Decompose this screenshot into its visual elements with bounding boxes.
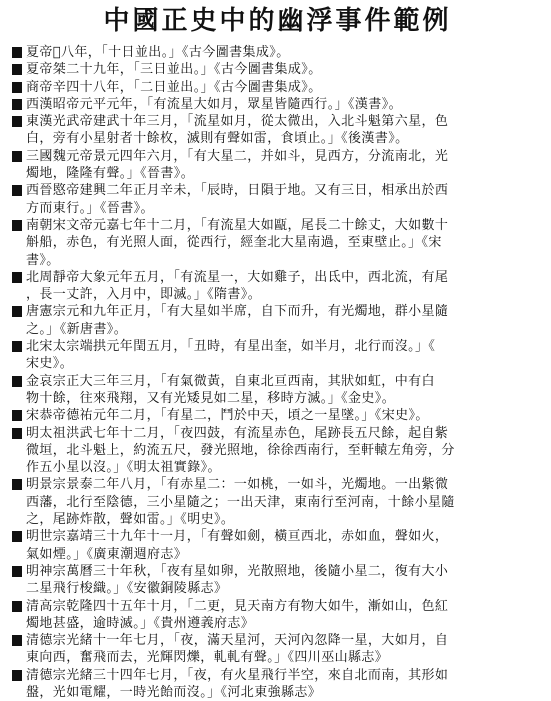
entry-text: [26, 563, 543, 598]
square-bullet-icon: [12, 220, 22, 231]
entry-text: [26, 217, 543, 269]
entry-text: [26, 598, 543, 633]
entry-text: [26, 407, 543, 424]
page-title: 中國正史中的幽浮事件範例: [103, 6, 452, 36]
list-item: [12, 373, 543, 408]
entry-text: [26, 61, 543, 78]
square-bullet-icon: [12, 341, 22, 352]
entry-line: 作五小星以沒。」《明太祖實錄》。: [26, 460, 221, 476]
list-item: [12, 598, 543, 633]
entry-line: 西漢昭帝元平元年，「有流星大如月，眾星皆隨西行。」《漢書》。: [26, 96, 403, 112]
entry-line: 物十餘，往來飛翔，又有光矮見如二星，移時方滅。」《金史》。: [26, 390, 396, 406]
entry-line: 西藩，北行至陰德，三小星隨之；一出天津，東南行至河南，十餘小星隨: [26, 494, 455, 510]
square-bullet-icon: [12, 306, 22, 317]
entry-line: 之，尾跡炸散，聲如雷。」《明史》。: [26, 512, 235, 528]
entry-line: 唐憲宗元和九年正月，「有大星如半席，自下而升，有光燭地，群小星隨: [26, 304, 449, 320]
square-bullet-icon: [12, 272, 22, 283]
entry-text: [26, 148, 543, 183]
list-item: [12, 338, 543, 373]
list-item: [12, 632, 543, 667]
square-bullet-icon: [12, 479, 22, 490]
entry-text: [26, 476, 543, 528]
entry-text: [26, 44, 543, 61]
entry-text: [26, 96, 543, 113]
entry-line: 南朝宋文帝元嘉七年十二月，「有流星大如甌，尾長二十餘丈，大如數十: [26, 217, 449, 233]
square-bullet-icon: [12, 566, 22, 577]
list-item: [12, 269, 543, 304]
entry-text: [26, 667, 543, 701]
square-bullet-icon: [12, 601, 22, 612]
square-bullet-icon: [12, 531, 22, 542]
entry-line: 東漢光武帝建武十年三月，「流星如月，從太微出，入北斗魁第六星，色: [26, 114, 449, 130]
entry-line: 夏帝桀二十九年，「三日並出。」《古今圖書集成》。: [26, 62, 322, 78]
entry-line: 北宋太宗端拱元年閏五月，「丑時，有星出奎，如半月，北行而沒。」《: [26, 339, 436, 355]
list-item: [12, 96, 543, 113]
entry-line: 西晉愍帝建興二年正月辛未，「辰時，日隕于地。又有三日，相承出於西: [26, 183, 449, 199]
list-item: [12, 303, 543, 338]
list-item: [12, 425, 543, 477]
entry-list: [12, 44, 543, 701]
entry-line: 商帝辛四十八年，「二日並出。」《古今圖書集成》。: [26, 79, 322, 95]
entry-text: [26, 373, 543, 408]
square-bullet-icon: [12, 670, 22, 681]
list-item: [12, 407, 543, 424]
entry-line: 東向西，奮飛而去，光輝閃爍，軋軋有聲。」《四川巫山縣志》: [26, 650, 389, 666]
entry-text: [26, 338, 543, 373]
entry-line: 之。」《新唐書》。: [26, 321, 128, 337]
square-bullet-icon: [12, 47, 22, 58]
entry-line: 明太祖洪武七年十二月，「夜四鼓，有流星赤色，尾跡長五尺餘，起自紫: [26, 425, 449, 441]
entry-line: 宋恭帝德祐元年二月，「有星二，鬥於中天，頃之一星墜。」《宋史》。: [26, 408, 429, 424]
list-item: [12, 44, 543, 61]
square-bullet-icon: [12, 428, 22, 439]
entry-line: 明世宗嘉靖三十九年十一月，「有聲如劍，橫亘西北，赤如血，聲如火，: [26, 529, 449, 545]
entry-line: 明景宗景泰二年八月，「有赤星二：一如桃，一如斗，光燭地。一出紫微: [26, 477, 449, 493]
entry-text: [26, 303, 543, 338]
list-item: [12, 79, 543, 96]
entry-line: 明神宗萬曆三十年秋，「夜有星如卵，光散照地，後隨小星二，復有大小: [26, 563, 449, 579]
square-bullet-icon: [12, 82, 22, 93]
square-bullet-icon: [12, 151, 22, 162]
entry-line: 燭地甚盛，逾時滅。」《貴州遵義府志》: [26, 615, 255, 631]
entry-line: 金哀宗正大三年三月，「有氣微黃，自東北亘西南，其狀如虹，中有白: [26, 373, 435, 389]
square-bullet-icon: [12, 64, 22, 75]
entry-line: 白，旁有小星射者十餘枚，滅則有聲如雷，食頃止。」《後漢書》。: [26, 131, 409, 147]
list-item: [12, 148, 543, 183]
list-item: [12, 667, 543, 701]
square-bullet-icon: [12, 185, 22, 196]
list-item: [12, 217, 543, 269]
entry-text: [26, 269, 543, 304]
list-item: [12, 61, 543, 78]
entry-line: 三國魏元帝景元四年六月，「有大星二，并如斗，見西方，分流南北，光: [26, 148, 449, 164]
entry-line: 方而東行。」《晉書》。: [26, 200, 154, 216]
square-bullet-icon: [12, 410, 22, 421]
entry-line: 燭地，隆隆有聲。」《晉書》。: [26, 166, 195, 182]
square-bullet-icon: [12, 99, 22, 110]
square-bullet-icon: [12, 376, 22, 387]
entry-line: 書》。: [26, 252, 60, 268]
entry-text: [26, 182, 543, 217]
entry-text: [26, 632, 543, 667]
entry-line: 清高宗乾隆四十五年十月，「二更，見天南方有物大如牛，漸如山，色紅: [26, 598, 449, 614]
entry-line: 清德宗光緒十一年七月，「夜，滿天星河，天河內忽降一星，大如月，自: [26, 633, 449, 649]
entry-line: 夏帝𡌊八年，「十日並出。」《古今圖書集成》。: [26, 45, 290, 60]
list-item: [12, 113, 543, 148]
entry-line: 北周靜帝大象元年五月，「有流星一，大如雞子，出氐中，西北流，有尾: [26, 269, 449, 285]
entry-text: [26, 528, 543, 563]
entry-line: 盤，光如電耀，一時光飴而沒。」《河北東強縣志》: [26, 684, 322, 700]
square-bullet-icon: [12, 116, 22, 127]
entry-line: 宋史》。: [26, 356, 74, 372]
entry-line: 二星飛行梭織。」《安徽銅陵縣志》: [26, 581, 228, 597]
entry-line: 斛船，赤色，有光照人面，從西行，經奎北大星南過，至東壁止。」《宋: [26, 235, 442, 251]
list-item: [12, 182, 543, 217]
list-item: [12, 563, 543, 598]
entry-line: 清德宗光緒三十四年七月，「夜，有火星飛行半空，來自北而南，其形如: [26, 667, 449, 683]
list-item: [12, 476, 543, 528]
list-item: [12, 528, 543, 563]
entry-line: 氣如煙。」《廣東潮週府志》: [26, 546, 188, 562]
entry-text: [26, 79, 543, 96]
square-bullet-icon: [12, 635, 22, 646]
entry-line: ，長一丈許，入月中，即滅。」《隋書》。: [26, 287, 262, 303]
entry-text: [26, 113, 543, 148]
entry-text: [26, 425, 543, 477]
entry-line: 微垣，北斗魁上，約流五尺，發光照地，徐徐西南行，至軒轅左角旁，分: [26, 442, 455, 458]
